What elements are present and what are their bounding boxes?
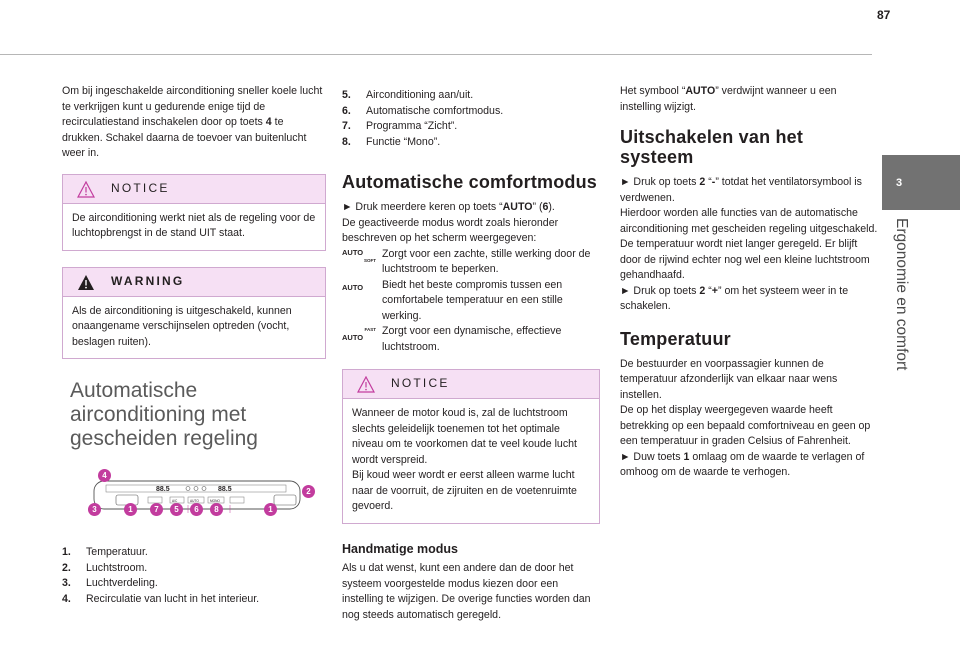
notice-label: NOTICE xyxy=(111,180,170,195)
warning-text: Als de airconditioning is uitgeschakeld, kunnen onaangename verschijnselen optreden (vocht, beslagen ruiten). xyxy=(72,304,292,348)
chapter-title: Ergonomie en comfort xyxy=(893,218,910,371)
list-item: 5. Airconditioning aan/uit. xyxy=(342,89,474,101)
callout-8: 8 xyxy=(210,503,223,516)
warning-triangle-icon xyxy=(77,274,95,291)
auto-soft-icon: AUTO SOFT xyxy=(342,247,376,263)
list-item: 2. Luchtstroom. xyxy=(62,561,148,574)
callout-4: 4 xyxy=(98,469,111,482)
climate-control-panel xyxy=(84,473,314,533)
mode-fast: FAST AUTO Zorgt voor een dynamische, effectieve luchtstroom. xyxy=(342,325,562,353)
temperature-step: ► Duw toets 1 omlaag om de waarde te verlagen of omhoog om de waarde te verhogen. xyxy=(620,450,865,478)
list-item: 8. Functie “Mono”. xyxy=(342,135,441,148)
warning-box xyxy=(62,267,326,360)
notice-triangle-icon xyxy=(357,376,375,393)
switch-on-step: ► Druk op toets 2 “+” om het systeem weer in te schakelen. xyxy=(620,284,849,312)
list-item: 7. Programma “Zicht”. xyxy=(342,120,458,132)
comfort-mode-step: ► Druk meerdere keren op toets “AUTO” (6). xyxy=(342,201,555,213)
column-right xyxy=(620,84,878,481)
section-heading: Automatische airconditioning met gescheiden regeling xyxy=(70,379,258,450)
column-left xyxy=(62,84,326,607)
notice-label: NOTICE xyxy=(391,376,450,390)
temperature-heading: Temperatuur xyxy=(620,328,731,349)
callout-3: 3 xyxy=(88,503,101,516)
legend-list-continued xyxy=(342,88,600,150)
chapter-tab xyxy=(882,155,960,210)
list-item: 1. Temperatuur. xyxy=(62,546,148,558)
chapter-number: 3 xyxy=(896,177,903,189)
notice-box-2 xyxy=(342,369,600,524)
callout-6: 6 xyxy=(190,503,203,516)
callout-1-left: 1 xyxy=(124,503,137,516)
display-left: 88.5 xyxy=(156,486,170,493)
callout-7: 7 xyxy=(150,503,163,516)
auto-symbol-note: Het symbool “AUTO” verdwijnt wanneer u een instelling wijzigt. xyxy=(620,85,837,113)
callout-2: 2 xyxy=(302,485,315,498)
comfort-mode-description: De geactiveerde modus wordt zoals hieronder beschreven op het scherm weergegeven: xyxy=(342,216,559,244)
list-item: 3. Luchtverdeling. xyxy=(62,577,158,589)
temperature-text: De bestuurder en voorpassagier kunnen de temperatuur afzonderlijk van elkaar naar wens instellen. xyxy=(620,357,838,401)
column-middle xyxy=(342,88,600,623)
list-item: 4. Recirculatie van lucht in het interieur. xyxy=(62,592,260,605)
switch-off-text: Hierdoor worden alle functies van de automatische airconditioning met gescheiden regeling uitgeschakeld. xyxy=(620,207,878,235)
notice-header xyxy=(63,175,325,204)
auto-normal-icon: AUTO xyxy=(342,282,364,292)
comfort-mode-heading: Automatische comfortmodus xyxy=(342,172,598,192)
mode-normal: AUTO Biedt het beste compromis tussen een comfortabele temperatuur en een stille werking. xyxy=(342,278,563,322)
temperature-text-2: De op het display weergegeven waarde heeft betrekking op een bepaald comfortniveau en geen op een temperatuur in graden Celsius of Fahrenheit. xyxy=(620,404,871,447)
callout-1-right: 1 xyxy=(264,503,277,516)
switch-off-heading: Uitschakelen van het systeem xyxy=(620,127,804,167)
manual-mode-text: Als u dat wenst, kunt een andere dan de door het systeem voorgestelde modus kiezen door een instelling te wijzigen. De overige functies worden dan nog steeds automatisch geregeld. xyxy=(342,562,591,621)
notice-body-2: Wanneer de motor koud is, zal de luchtstroom slechts geleidelijk toenemen tot het optimale niveau om te voorkomen dat te veel koude lucht wordt verspreid. Bij koud weer wordt er eerst alleen warme lucht naar de voorruit, de zijruiten en de voetenruimte gevoerd. xyxy=(352,407,577,512)
top-rule xyxy=(0,54,872,55)
warning-label: WARNING xyxy=(111,273,185,288)
mono-button: MONO xyxy=(210,499,220,503)
switch-off-text-2: De temperatuur wordt niet langer geregeld. Er blijft door de rijwind echter nog wel een kleine luchtstroom gehandhaafd. xyxy=(620,238,870,281)
display-right: 88.5 xyxy=(218,486,232,493)
warning-header xyxy=(63,268,325,297)
mode-soft: AUTO SOFT Zorgt voor een zachte, stille werking door de luchtstroom te beperken. xyxy=(342,247,591,275)
list-item: 6. Automatische comfortmodus. xyxy=(342,104,504,117)
notice-header-2 xyxy=(343,370,599,399)
intro-paragraph: Om bij ingeschakelde airconditioning sneller koele lucht te verkrijgen kunt u gedurende enige tijd de recirculatiestand inschakelen door op toets 4 te drukken. Schakel daarna de toevoer van buitenlucht weer in. xyxy=(62,85,323,159)
notice-box xyxy=(62,174,326,251)
switch-off-step: ► Druk op toets 2 “-” totdat het ventilatorsymbool is verdwenen. xyxy=(620,176,862,204)
auto-button: AUTO xyxy=(190,499,199,503)
legend-list xyxy=(62,545,326,607)
auto-fast-icon: FAST AUTO xyxy=(342,327,376,342)
manual-mode-heading: Handmatige modus xyxy=(342,541,458,556)
ac-button: A/C xyxy=(172,499,178,503)
callout-5: 5 xyxy=(170,503,183,516)
notice-triangle-icon xyxy=(77,181,95,198)
notice-text: De airconditioning werkt niet als de regeling voor de luchtopbrengst in de stand UIT staat. xyxy=(72,211,316,239)
page-number: 87 xyxy=(877,8,891,22)
